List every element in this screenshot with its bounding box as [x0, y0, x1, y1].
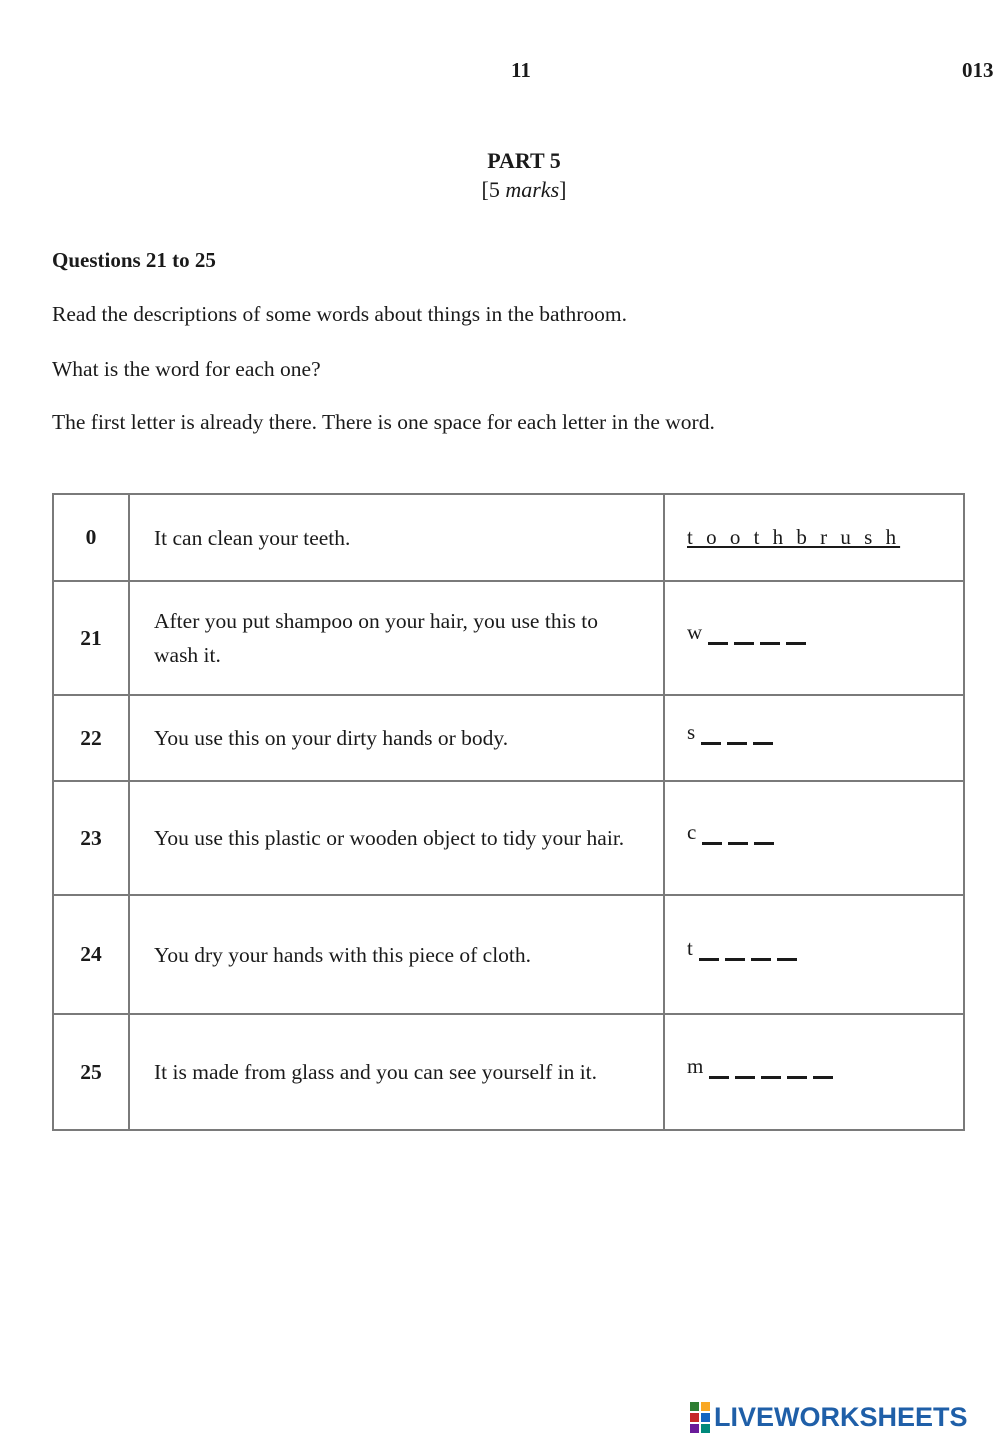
table-row: [53, 494, 964, 581]
letter-blank[interactable]: [702, 842, 722, 845]
answer-field[interactable]: [664, 581, 964, 695]
logo-square: [701, 1413, 710, 1422]
answer-field[interactable]: [664, 1014, 964, 1130]
instruction-1: Read the descriptions of some words about things in the bathroom.: [52, 302, 628, 326]
letter-blank[interactable]: [760, 642, 780, 645]
questions-heading: Questions 21 to 25: [52, 248, 216, 272]
answer-field[interactable]: [664, 781, 964, 895]
answer-field[interactable]: [664, 895, 964, 1014]
first-letter: m: [687, 1053, 704, 1078]
first-letter: t: [687, 936, 693, 960]
logo-square: [690, 1424, 699, 1433]
questions-table: [52, 493, 965, 1131]
logo-icon: [690, 1402, 710, 1433]
letter-blank[interactable]: [735, 1076, 755, 1079]
example-answer: [664, 494, 964, 581]
letter-blank[interactable]: [728, 842, 748, 845]
first-letter: c: [687, 819, 697, 844]
letter-blank[interactable]: [786, 642, 806, 645]
table-row: [53, 781, 964, 895]
question-number: 0: [53, 494, 129, 581]
example-word: t o o t h b r u s h: [687, 525, 901, 549]
letter-blank[interactable]: [699, 958, 719, 961]
question-description: It is made from glass and you can see yourself in it.: [129, 1014, 664, 1130]
question-number: 25: [53, 1014, 129, 1130]
logo-square: [701, 1424, 710, 1433]
brand-name: LIVEWORKSHEETS: [714, 1402, 968, 1432]
table-row: [53, 1014, 964, 1130]
letter-blank[interactable]: [701, 742, 721, 745]
page-number: 11: [511, 58, 531, 82]
question-description: You use this on your dirty hands or body.: [129, 695, 664, 781]
letter-blank[interactable]: [708, 642, 728, 645]
logo-square: [701, 1402, 710, 1411]
letter-blank[interactable]: [751, 958, 771, 961]
part-title: PART 5: [487, 148, 561, 173]
letter-blank[interactable]: [734, 642, 754, 645]
letter-blank[interactable]: [725, 958, 745, 961]
part-marks: [5 marks]: [481, 177, 567, 202]
table-row: [53, 581, 964, 695]
liveworksheets-logo: [690, 1402, 968, 1433]
instruction-2: What is the word for each one?: [52, 357, 321, 381]
question-description: You dry your hands with this piece of cloth.: [129, 895, 664, 1014]
table-row: [53, 895, 964, 1014]
table-row: [53, 695, 964, 781]
first-letter: w: [687, 619, 703, 644]
letter-blank[interactable]: [727, 742, 747, 745]
letter-blank[interactable]: [753, 742, 773, 745]
question-description: It can clean your teeth.: [129, 494, 664, 581]
letter-blank[interactable]: [709, 1076, 729, 1079]
instruction-3: The first letter is already there. There is one space for each letter in the word.: [52, 410, 715, 434]
paper-code: 013: [962, 58, 994, 82]
letter-blank[interactable]: [813, 1076, 833, 1079]
question-number: 24: [53, 895, 129, 1014]
question-number: 21: [53, 581, 129, 695]
question-description: You use this plastic or wooden object to tidy your hair.: [129, 781, 664, 895]
letter-blank[interactable]: [787, 1076, 807, 1079]
first-letter: s: [687, 719, 696, 744]
letter-blank[interactable]: [754, 842, 774, 845]
logo-square: [690, 1402, 699, 1411]
question-number: 22: [53, 695, 129, 781]
answer-field[interactable]: [664, 695, 964, 781]
logo-square: [690, 1413, 699, 1422]
letter-blank[interactable]: [761, 1076, 781, 1079]
letter-blank[interactable]: [777, 958, 797, 961]
question-number: 23: [53, 781, 129, 895]
question-description: After you put shampoo on your hair, you use this to wash it.: [129, 581, 664, 695]
